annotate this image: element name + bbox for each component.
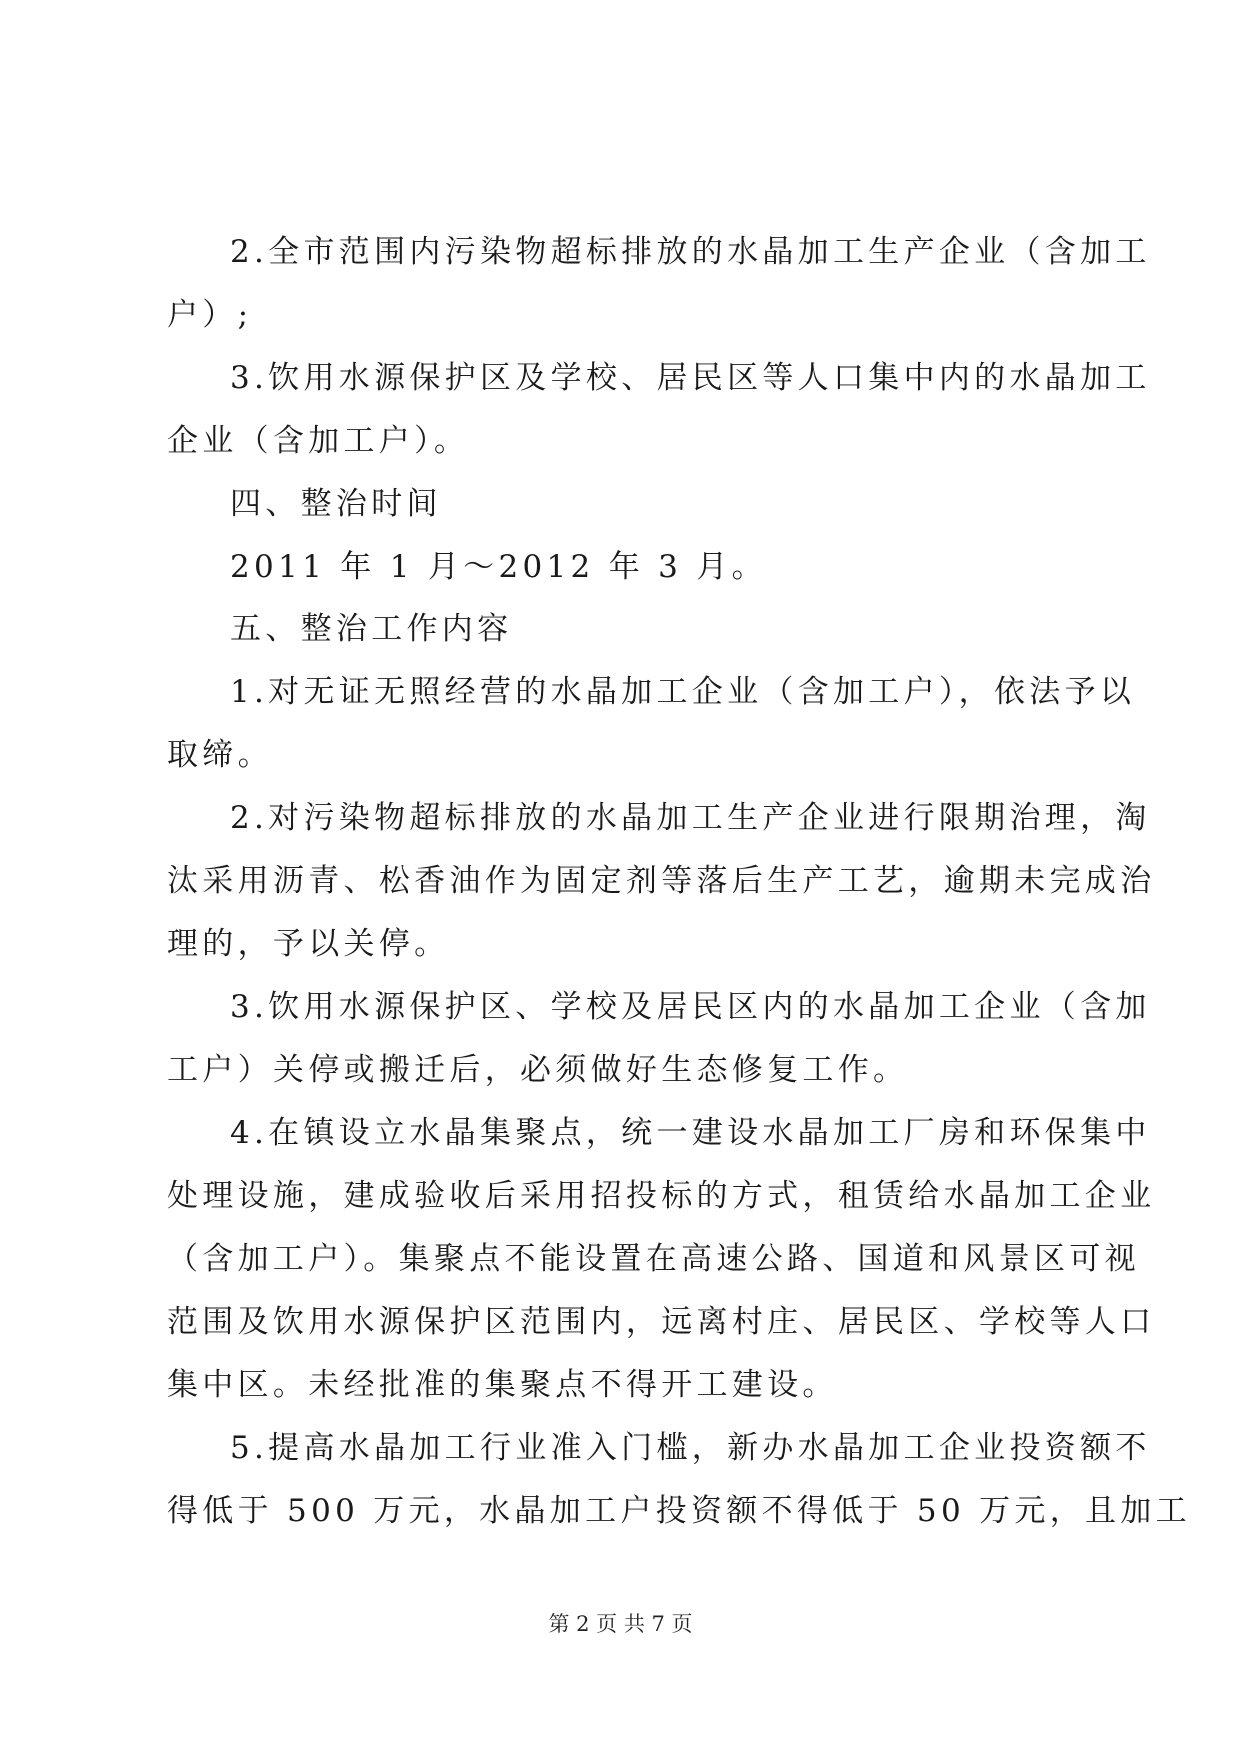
paragraph-line: 范围及饮用水源保护区范围内，远离村庄、居民区、学校等人口 — [167, 1304, 1156, 1340]
paragraph-line: 1.对无证无照经营的水晶加工企业（含加工户），依法予以 — [230, 674, 1136, 710]
paragraph-line: 户）; — [167, 297, 253, 333]
paragraph-line: 工户）关停或搬迁后，必须做好生态修复工作。 — [167, 1052, 909, 1088]
paragraph-line: 2.对污染物超标排放的水晶加工生产企业进行限期治理，淘 — [230, 800, 1151, 836]
paragraph-line: 集中区。未经批准的集聚点不得开工建设。 — [167, 1367, 838, 1403]
paragraph-line: （含加工户）。集聚点不能设置在高速公路、国道和风景区可视 — [167, 1241, 1140, 1277]
paragraph-line: 3.饮用水源保护区及学校、居民区等人口集中内的水晶加工 — [230, 360, 1151, 396]
paragraph-line: 取缔。 — [167, 737, 273, 773]
section-heading: 四、整治时间 — [230, 486, 442, 522]
paragraph-line: 得低于 500 万元，水晶加工户投资额不得低于 50 万元，且加工 — [167, 1493, 1191, 1529]
paragraph-line: 汰采用沥青、松香油作为固定剂等落后生产工艺，逾期未完成治 — [167, 863, 1156, 899]
paragraph-line: 2.全市范围内污染物超标排放的水晶加工生产企业（含加工 — [230, 234, 1151, 270]
paragraph-line: 理的，予以关停。 — [167, 926, 450, 962]
paragraph-line: 4.在镇设立水晶集聚点，统一建设水晶加工厂房和环保集中 — [230, 1115, 1151, 1151]
paragraph-line: 企业（含加工户）。 — [167, 423, 470, 459]
section-heading: 五、整治工作内容 — [230, 611, 513, 647]
paragraph-line: 3.饮用水源保护区、学校及居民区内的水晶加工企业（含加 — [230, 989, 1151, 1025]
paragraph-line: 2011 年 1 月～2012 年 3 月。 — [230, 549, 767, 585]
paragraph-line: 处理设施，建成验收后采用招投标的方式，租赁给水晶加工企业 — [167, 1178, 1156, 1214]
paragraph-line: 5.提高水晶加工行业准入门槛，新办水晶加工企业投资额不 — [230, 1430, 1151, 1466]
page-number-footer: 第 2 页 共 7 页 — [548, 1612, 693, 1636]
